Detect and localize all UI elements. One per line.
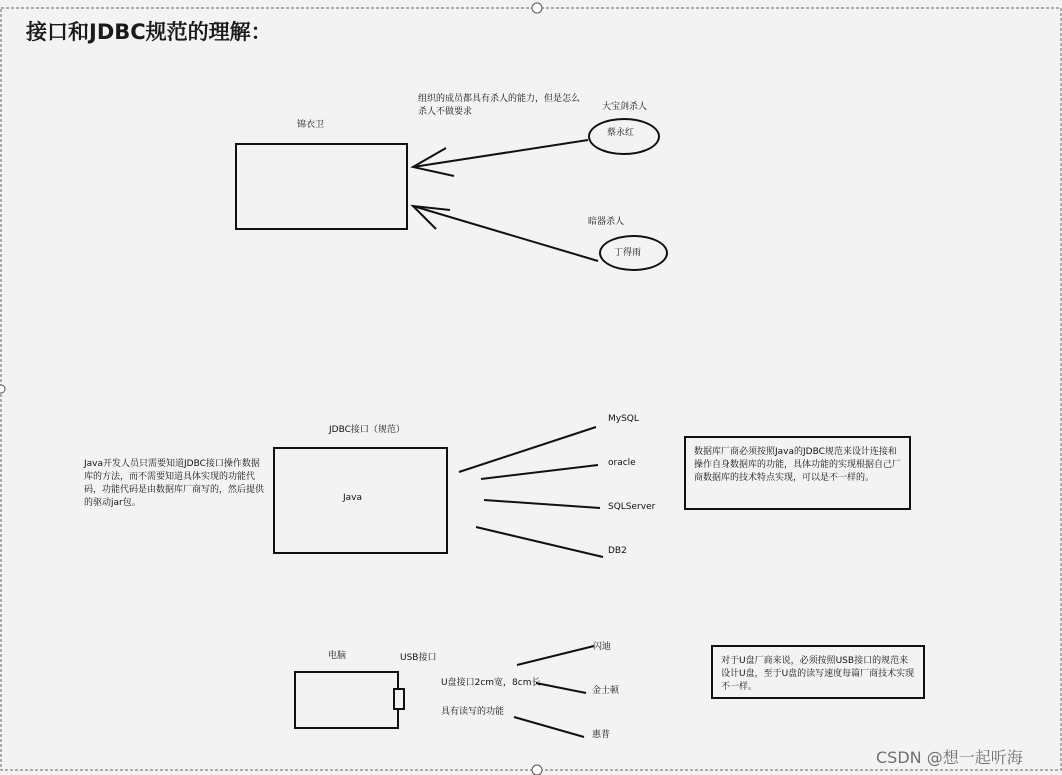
usb-port: [393, 688, 405, 710]
db-vendor-note: 数据库厂商必须按照Java的JDBC规范来设计连接和操作自身数据库的功能，具体功能的实现根据自己厂商数据库的技术特点实现，可以是不一样的。: [684, 436, 911, 510]
jinyiwei-label: 锦衣卫: [297, 120, 325, 130]
resize-handle-bottom: [532, 765, 542, 775]
usb-vendor-kingston: 金士顿: [592, 686, 620, 696]
jinyiwei-box: [235, 143, 408, 230]
organization-note: 组织的成员都具有杀人的能力，但是怎么杀人不做要求: [418, 94, 581, 117]
java-developer-note: Java开发人员只需要知道JDBC接口操作数据库的方法，而不需要知道具体实现的功能代码，功能代码是由数据库厂商写的，然后提供的驱动jar包。: [84, 459, 265, 508]
actor2-title: 暗器杀人: [588, 217, 625, 227]
jdbc-label: JDBC接口（规范）: [329, 425, 405, 435]
actor1-name: 蔡永红: [607, 128, 635, 138]
resize-handle-top: [532, 3, 542, 13]
computer-box: [294, 671, 399, 729]
actor2-name: 丁得雨: [614, 248, 642, 258]
vendor-sqlserver: SQLServer: [608, 502, 656, 512]
vendor-oracle: oracle: [608, 458, 636, 468]
jdbc-lines: [459, 427, 603, 557]
java-label: Java: [343, 493, 363, 503]
usb-spec-rw: 具有读写的功能: [441, 707, 505, 717]
resize-handle-left: [0, 385, 5, 393]
usb-label: USB接口: [400, 653, 437, 663]
usb-lines: [514, 646, 594, 737]
page-title: 接口和JDBC规范的理解：: [26, 20, 272, 44]
computer-label: 电脑: [328, 651, 347, 661]
watermark: CSDN @想一起听海: [876, 748, 1023, 767]
arrow-2: [413, 206, 598, 261]
usb-spec-size: U盘接口2cm宽，8cm长: [441, 678, 541, 688]
vendor-mysql: MySQL: [608, 414, 639, 424]
usb-vendor-note: 对于U盘厂商来说，必须按照USB接口的规范来设计U盘，至于U盘的读写速度每篇厂商技术实现不一样。: [711, 645, 925, 699]
usb-vendor-sandisk: 闪迪: [593, 642, 612, 652]
arrow-1: [413, 140, 588, 176]
usb-vendor-hp: 惠普: [592, 730, 611, 740]
vendor-db2: DB2: [608, 546, 627, 556]
actor1-title: 大宝剑杀人: [602, 102, 648, 112]
